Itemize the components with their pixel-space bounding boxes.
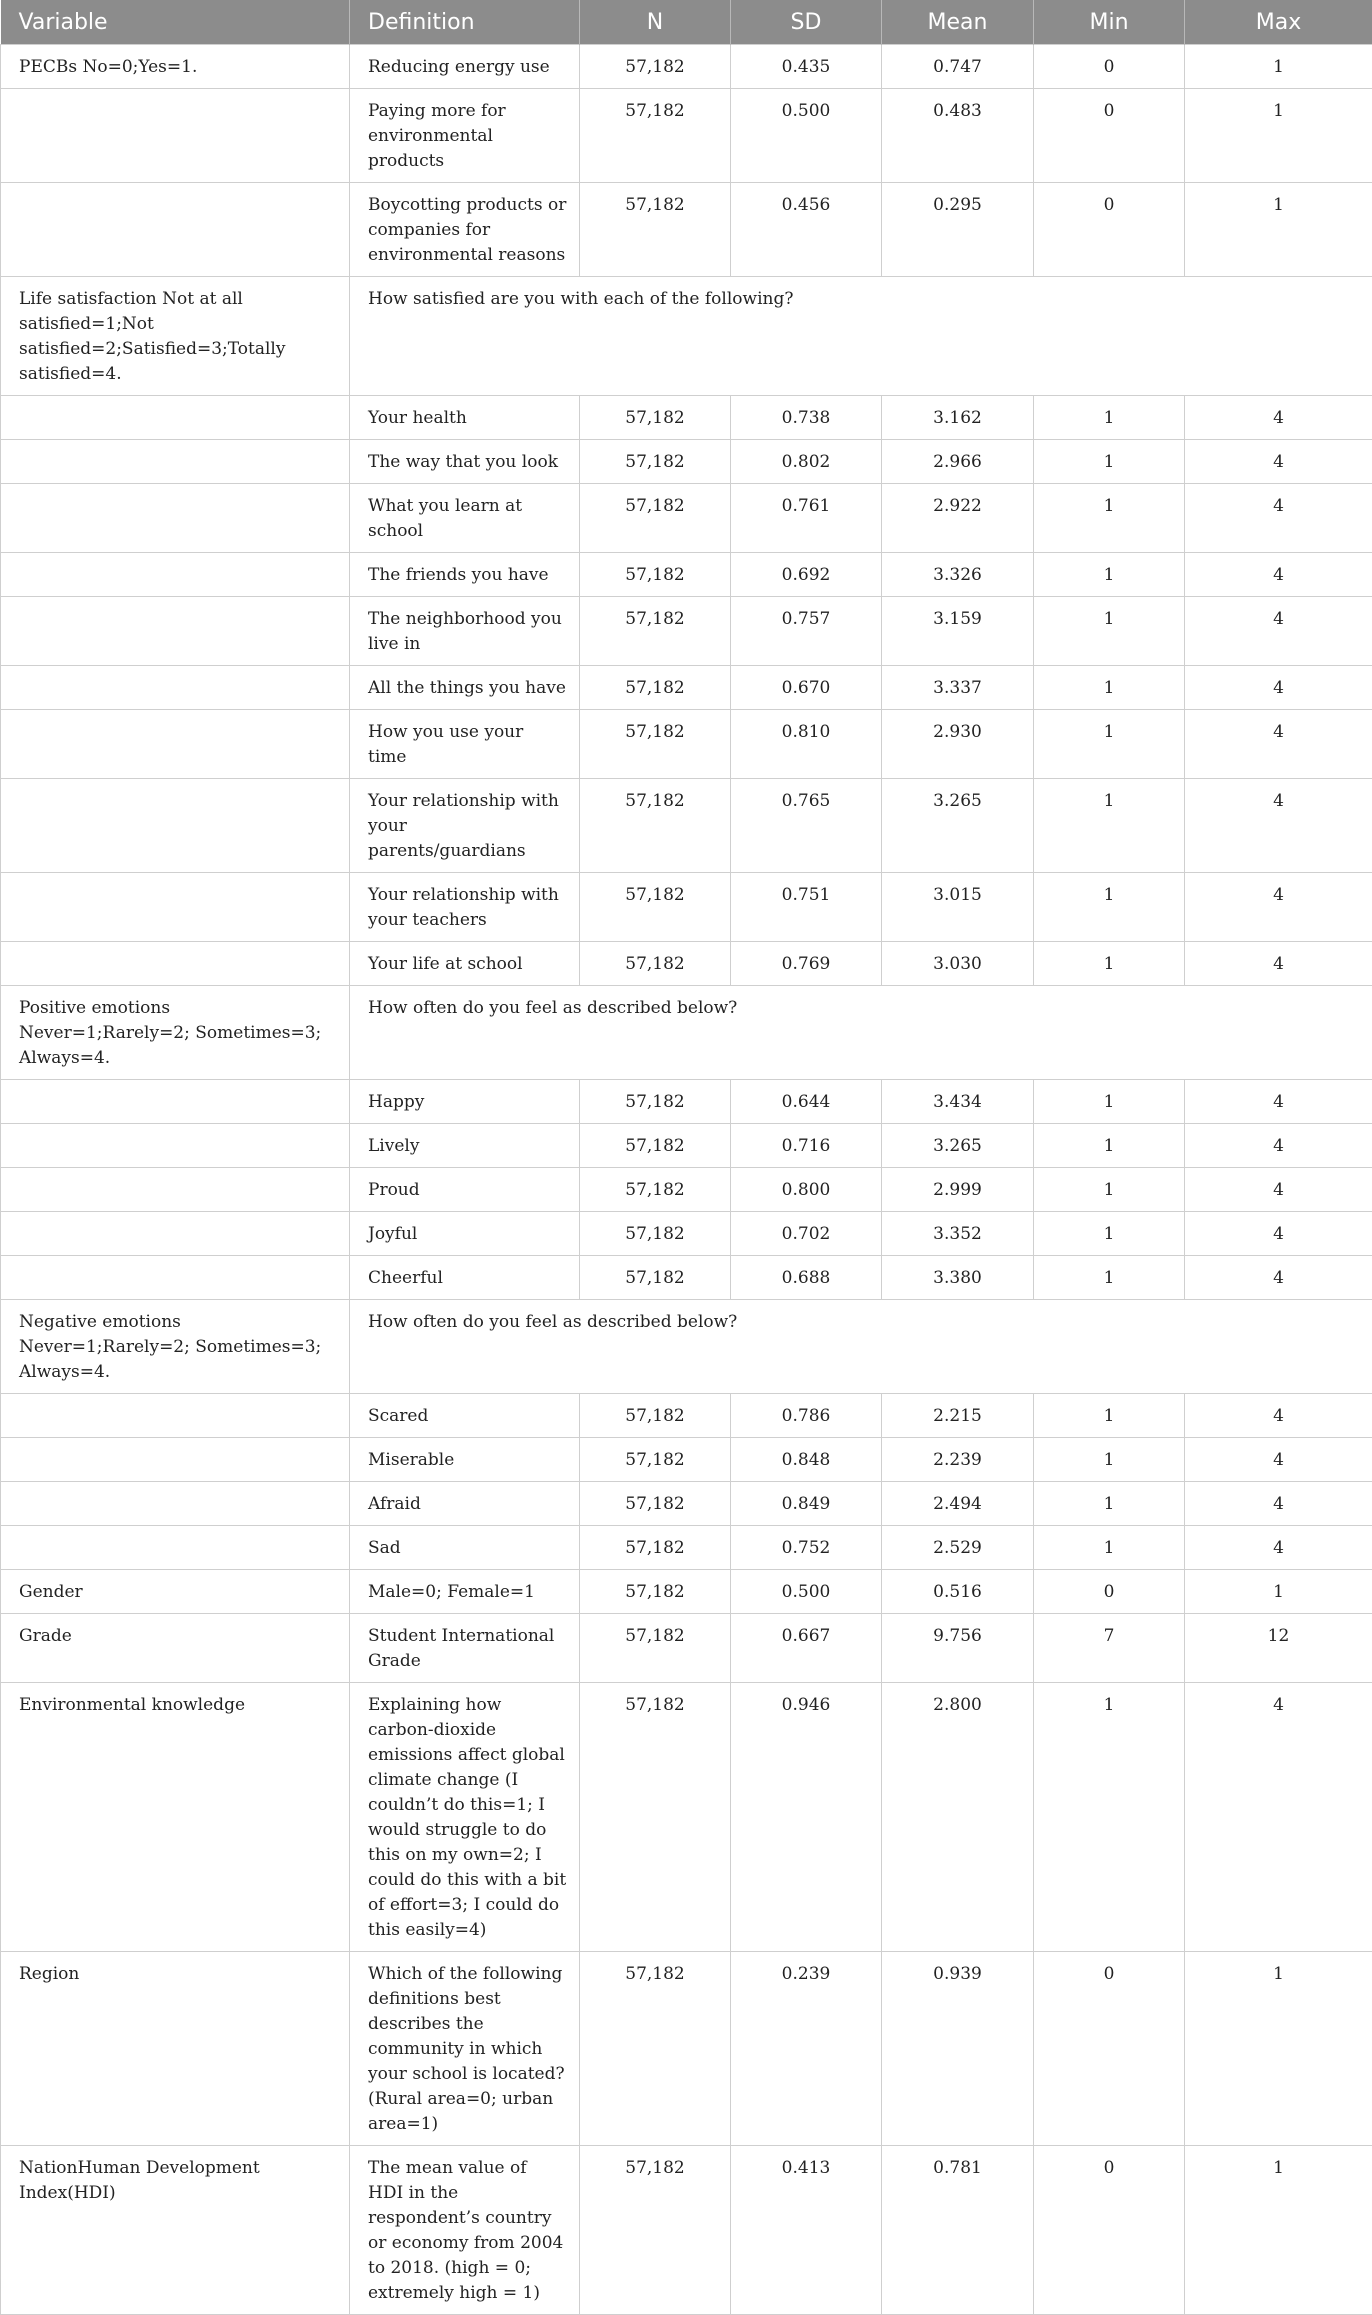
cell-min: 1 [1034, 1482, 1185, 1526]
cell-definition: Scared [350, 1394, 580, 1438]
table-row [1, 1256, 1372, 1300]
cell-definition: Reducing energy use [350, 45, 580, 89]
cell-min: 1 [1034, 1683, 1185, 1952]
cell-definition: Sad [350, 1526, 580, 1570]
cell-definition: Which of the following definitions best describes the community in which your school is located? (Rural area=0; urban area=1) [350, 1952, 580, 2146]
cell-n: 57,182 [580, 1482, 731, 1526]
cell-min: 1 [1034, 1168, 1185, 1212]
cell-max: 1 [1185, 183, 1372, 277]
cell-max: 4 [1185, 553, 1372, 597]
cell-mean: 3.380 [882, 1256, 1034, 1300]
cell-definition: Your health [350, 396, 580, 440]
cell-variable: Grade [1, 1614, 350, 1683]
cell-min: 1 [1034, 1394, 1185, 1438]
table-row [1, 484, 1372, 553]
cell-n: 57,182 [580, 597, 731, 666]
cell-variable: Environmental knowledge [1, 1683, 350, 1952]
table-row [1, 942, 1372, 986]
cell-sd: 0.946 [731, 1683, 882, 1952]
cell-mean: 2.215 [882, 1394, 1034, 1438]
cell-variable [1, 1438, 350, 1482]
cell-max: 4 [1185, 396, 1372, 440]
cell-variable [1, 1212, 350, 1256]
cell-variable [1, 779, 350, 873]
cell-definition: The way that you look [350, 440, 580, 484]
header-sd: SD [731, 0, 882, 45]
cell-variable [1, 1124, 350, 1168]
cell-mean: 2.922 [882, 484, 1034, 553]
cell-variable: Positive emotions Never=1;Rarely=2; Sometimes=3; Always=4. [1, 986, 350, 1080]
cell-max: 1 [1185, 45, 1372, 89]
table-row [1, 45, 1372, 89]
cell-sd: 0.738 [731, 396, 882, 440]
table-row [1, 597, 1372, 666]
cell-variable [1, 183, 350, 277]
cell-max: 4 [1185, 1394, 1372, 1438]
cell-variable [1, 1394, 350, 1438]
cell-n: 57,182 [580, 2146, 731, 2315]
cell-max: 4 [1185, 779, 1372, 873]
table-row [1, 1394, 1372, 1438]
cell-min: 0 [1034, 89, 1185, 183]
cell-max: 4 [1185, 1256, 1372, 1300]
cell-min: 1 [1034, 396, 1185, 440]
cell-max: 4 [1185, 597, 1372, 666]
cell-variable [1, 484, 350, 553]
cell-definition: Miserable [350, 1438, 580, 1482]
table-row [1, 1438, 1372, 1482]
cell-definition: Joyful [350, 1212, 580, 1256]
cell-min: 1 [1034, 1212, 1185, 1256]
cell-n: 57,182 [580, 1212, 731, 1256]
cell-max: 4 [1185, 1212, 1372, 1256]
cell-max: 4 [1185, 942, 1372, 986]
cell-n: 57,182 [580, 942, 731, 986]
cell-definition: Your life at school [350, 942, 580, 986]
cell-min: 1 [1034, 1256, 1185, 1300]
cell-n: 57,182 [580, 1526, 731, 1570]
cell-sd: 0.769 [731, 942, 882, 986]
table-row [1, 710, 1372, 779]
cell-n: 57,182 [580, 710, 731, 779]
cell-variable: PECBs No=0;Yes=1. [1, 45, 350, 89]
cell-variable [1, 597, 350, 666]
cell-min: 1 [1034, 484, 1185, 553]
table-body [1, 45, 1372, 2315]
header-max: Max [1185, 0, 1372, 45]
cell-max: 1 [1185, 1952, 1372, 2146]
cell-sd: 0.800 [731, 1168, 882, 1212]
cell-n: 57,182 [580, 873, 731, 942]
cell-sd: 0.500 [731, 1570, 882, 1614]
cell-sd: 0.752 [731, 1526, 882, 1570]
cell-n: 57,182 [580, 1438, 731, 1482]
cell-definition: Lively [350, 1124, 580, 1168]
table-header [1, 0, 1372, 45]
cell-section-question: How often do you feel as described below? [350, 1300, 1372, 1394]
cell-sd: 0.644 [731, 1080, 882, 1124]
cell-min: 1 [1034, 873, 1185, 942]
cell-sd: 0.692 [731, 553, 882, 597]
cell-definition: Your relationship with your teachers [350, 873, 580, 942]
cell-mean: 3.159 [882, 597, 1034, 666]
cell-n: 57,182 [580, 1952, 731, 2146]
cell-mean: 3.265 [882, 779, 1034, 873]
cell-mean: 3.434 [882, 1080, 1034, 1124]
cell-variable [1, 553, 350, 597]
cell-min: 1 [1034, 553, 1185, 597]
cell-definition: Afraid [350, 1482, 580, 1526]
cell-definition: How you use your time [350, 710, 580, 779]
cell-max: 4 [1185, 1168, 1372, 1212]
cell-min: 1 [1034, 710, 1185, 779]
cell-sd: 0.456 [731, 183, 882, 277]
table-row [1, 666, 1372, 710]
cell-n: 57,182 [580, 396, 731, 440]
cell-min: 0 [1034, 45, 1185, 89]
cell-variable [1, 1526, 350, 1570]
cell-definition: The neighborhood you live in [350, 597, 580, 666]
cell-mean: 2.999 [882, 1168, 1034, 1212]
cell-definition: Paying more for environmental products [350, 89, 580, 183]
table-row [1, 1482, 1372, 1526]
cell-sd: 0.810 [731, 710, 882, 779]
table-row [1, 183, 1372, 277]
cell-sd: 0.667 [731, 1614, 882, 1683]
cell-min: 1 [1034, 1080, 1185, 1124]
cell-sd: 0.413 [731, 2146, 882, 2315]
cell-section-question: How satisfied are you with each of the following? [350, 277, 1372, 396]
cell-n: 57,182 [580, 89, 731, 183]
cell-sd: 0.786 [731, 1394, 882, 1438]
cell-min: 1 [1034, 440, 1185, 484]
cell-max: 4 [1185, 1683, 1372, 1952]
cell-variable [1, 666, 350, 710]
cell-sd: 0.670 [731, 666, 882, 710]
cell-mean: 3.337 [882, 666, 1034, 710]
cell-n: 57,182 [580, 1394, 731, 1438]
cell-min: 1 [1034, 666, 1185, 710]
cell-mean: 2.800 [882, 1683, 1034, 1952]
cell-sd: 0.848 [731, 1438, 882, 1482]
cell-definition: Boycotting products or companies for environmental reasons [350, 183, 580, 277]
cell-max: 4 [1185, 1526, 1372, 1570]
cell-mean: 2.529 [882, 1526, 1034, 1570]
cell-variable [1, 1080, 350, 1124]
cell-max: 4 [1185, 873, 1372, 942]
cell-min: 0 [1034, 2146, 1185, 2315]
table-row [1, 779, 1372, 873]
cell-variable: Region [1, 1952, 350, 2146]
cell-sd: 0.757 [731, 597, 882, 666]
cell-variable [1, 1168, 350, 1212]
cell-n: 57,182 [580, 1080, 731, 1124]
table-row [1, 1526, 1372, 1570]
header-definition: Definition [350, 0, 580, 45]
cell-min: 1 [1034, 597, 1185, 666]
cell-sd: 0.702 [731, 1212, 882, 1256]
header-variable: Variable [1, 0, 350, 45]
header-min: Min [1034, 0, 1185, 45]
cell-definition: What you learn at school [350, 484, 580, 553]
section-row [1, 277, 1372, 396]
header-n: N [580, 0, 731, 45]
cell-definition: All the things you have [350, 666, 580, 710]
cell-variable [1, 1482, 350, 1526]
cell-sd: 0.751 [731, 873, 882, 942]
cell-mean: 0.483 [882, 89, 1034, 183]
cell-sd: 0.761 [731, 484, 882, 553]
cell-variable [1, 89, 350, 183]
cell-mean: 2.966 [882, 440, 1034, 484]
cell-definition: Cheerful [350, 1256, 580, 1300]
cell-n: 57,182 [580, 1614, 731, 1683]
cell-mean: 2.494 [882, 1482, 1034, 1526]
cell-min: 0 [1034, 183, 1185, 277]
table-row [1, 1570, 1372, 1614]
table-row [1, 1124, 1372, 1168]
cell-max: 4 [1185, 484, 1372, 553]
table-row [1, 2146, 1372, 2315]
cell-variable: Life satisfaction Not at all satisfied=1;Not satisfied=2;Satisfied=3;Totally satisfied=4. [1, 277, 350, 396]
cell-variable: Gender [1, 1570, 350, 1614]
cell-n: 57,182 [580, 45, 731, 89]
cell-variable: NationHuman Development Index(HDI) [1, 2146, 350, 2315]
cell-n: 57,182 [580, 1256, 731, 1300]
cell-section-question: How often do you feel as described below? [350, 986, 1372, 1080]
cell-variable [1, 1256, 350, 1300]
cell-variable [1, 942, 350, 986]
cell-sd: 0.716 [731, 1124, 882, 1168]
cell-variable: Negative emotions Never=1;Rarely=2; Sometimes=3; Always=4. [1, 1300, 350, 1394]
cell-n: 57,182 [580, 440, 731, 484]
table-row [1, 1683, 1372, 1952]
cell-n: 57,182 [580, 1124, 731, 1168]
cell-n: 57,182 [580, 666, 731, 710]
cell-mean: 0.516 [882, 1570, 1034, 1614]
header-row [1, 0, 1372, 45]
cell-mean: 3.352 [882, 1212, 1034, 1256]
section-row [1, 1300, 1372, 1394]
cell-mean: 0.781 [882, 2146, 1034, 2315]
table-row [1, 1212, 1372, 1256]
cell-max: 12 [1185, 1614, 1372, 1683]
cell-sd: 0.435 [731, 45, 882, 89]
cell-variable [1, 396, 350, 440]
cell-n: 57,182 [580, 553, 731, 597]
cell-max: 4 [1185, 666, 1372, 710]
cell-definition: The friends you have [350, 553, 580, 597]
cell-sd: 0.765 [731, 779, 882, 873]
cell-max: 4 [1185, 440, 1372, 484]
header-mean: Mean [882, 0, 1034, 45]
section-row [1, 986, 1372, 1080]
cell-definition: Male=0; Female=1 [350, 1570, 580, 1614]
cell-mean: 3.326 [882, 553, 1034, 597]
cell-min: 0 [1034, 1952, 1185, 2146]
cell-mean: 3.030 [882, 942, 1034, 986]
cell-min: 1 [1034, 1124, 1185, 1168]
table-row [1, 440, 1372, 484]
cell-definition: Student International Grade [350, 1614, 580, 1683]
cell-mean: 3.162 [882, 396, 1034, 440]
table-row [1, 396, 1372, 440]
cell-variable [1, 873, 350, 942]
cell-definition: Happy [350, 1080, 580, 1124]
cell-mean: 3.015 [882, 873, 1034, 942]
cell-min: 1 [1034, 779, 1185, 873]
cell-n: 57,182 [580, 484, 731, 553]
cell-definition: Explaining how carbon-dioxide emissions affect global climate change (I couldn’t do this=1; I would struggle to do this on my own=2; I could do this with a bit of effort=3; I could do this easily=4) [350, 1683, 580, 1952]
cell-mean: 2.239 [882, 1438, 1034, 1482]
cell-min: 1 [1034, 1438, 1185, 1482]
cell-max: 1 [1185, 2146, 1372, 2315]
cell-variable [1, 440, 350, 484]
table-row [1, 1080, 1372, 1124]
cell-mean: 0.939 [882, 1952, 1034, 2146]
cell-definition: The mean value of HDI in the respondent’s country or economy from 2004 to 2018. (high = 0; extremely high = 1) [350, 2146, 580, 2315]
cell-sd: 0.849 [731, 1482, 882, 1526]
cell-max: 1 [1185, 1570, 1372, 1614]
table-row [1, 1614, 1372, 1683]
cell-max: 4 [1185, 710, 1372, 779]
cell-min: 1 [1034, 942, 1185, 986]
cell-mean: 0.295 [882, 183, 1034, 277]
table-row [1, 873, 1372, 942]
cell-n: 57,182 [580, 1168, 731, 1212]
cell-definition: Your relationship with your parents/guardians [350, 779, 580, 873]
cell-mean: 3.265 [882, 1124, 1034, 1168]
table-row [1, 1952, 1372, 2146]
cell-max: 1 [1185, 89, 1372, 183]
cell-min: 7 [1034, 1614, 1185, 1683]
cell-mean: 9.756 [882, 1614, 1034, 1683]
cell-n: 57,182 [580, 1683, 731, 1952]
table-row [1, 1168, 1372, 1212]
cell-max: 4 [1185, 1080, 1372, 1124]
cell-max: 4 [1185, 1124, 1372, 1168]
cell-max: 4 [1185, 1482, 1372, 1526]
cell-sd: 0.802 [731, 440, 882, 484]
cell-n: 57,182 [580, 183, 731, 277]
cell-n: 57,182 [580, 779, 731, 873]
cell-n: 57,182 [580, 1570, 731, 1614]
cell-sd: 0.688 [731, 1256, 882, 1300]
cell-definition: Proud [350, 1168, 580, 1212]
cell-mean: 2.930 [882, 710, 1034, 779]
cell-min: 0 [1034, 1570, 1185, 1614]
cell-min: 1 [1034, 1526, 1185, 1570]
cell-max: 4 [1185, 1438, 1372, 1482]
cell-sd: 0.239 [731, 1952, 882, 2146]
table-row [1, 89, 1372, 183]
cell-variable [1, 710, 350, 779]
table-row [1, 553, 1372, 597]
cell-sd: 0.500 [731, 89, 882, 183]
cell-mean: 0.747 [882, 45, 1034, 89]
